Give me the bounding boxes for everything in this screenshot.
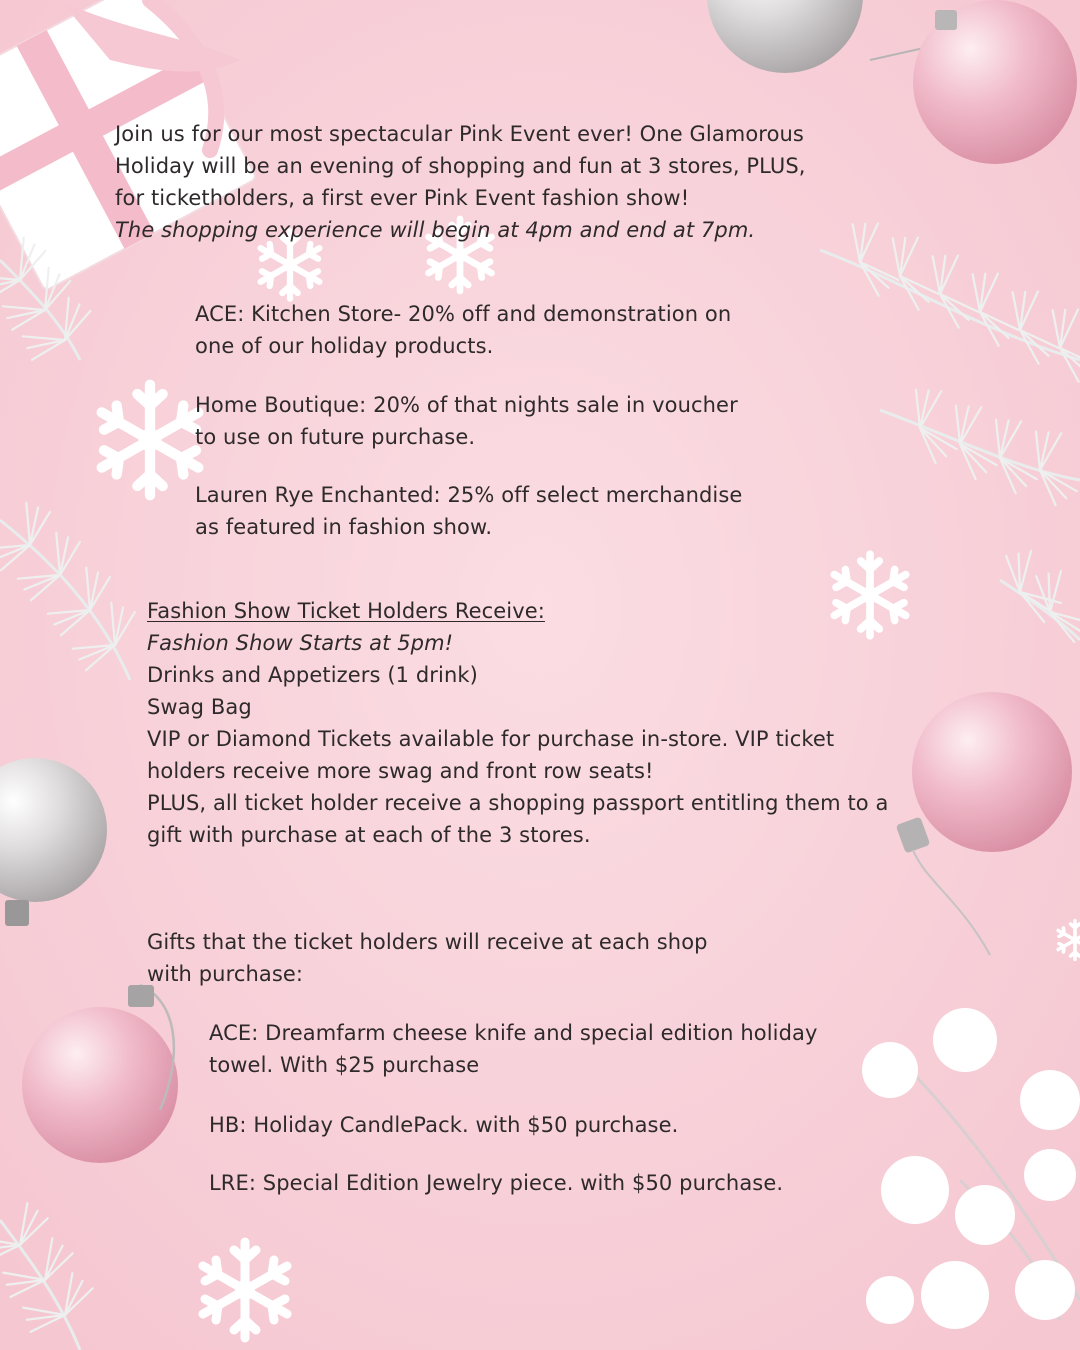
store-offer-line: Lauren Rye Enchanted: 25% off select merchandise bbox=[195, 483, 743, 507]
fashion-show-line: gift with purchase at each of the 3 stores. bbox=[147, 823, 591, 847]
store-offer-line: as featured in fashion show. bbox=[195, 515, 493, 539]
gifts-intro bbox=[147, 926, 708, 990]
fashion-show-line: Drinks and Appetizers (1 drink) bbox=[147, 663, 478, 687]
fashion-show-line: PLUS, all ticket holder receive a shopping passport entitling them to a bbox=[147, 791, 889, 815]
fashion-show-line: VIP or Diamond Tickets available for purchase in-store. VIP ticket bbox=[147, 727, 835, 751]
fashion-show-start-time: Fashion Show Starts at 5pm! bbox=[147, 631, 454, 655]
gift-item-lre bbox=[209, 1167, 783, 1199]
gifts-intro-line: with purchase: bbox=[147, 962, 304, 986]
store-offer-lauren-rye bbox=[195, 479, 742, 543]
store-offer-line: to use on future purchase. bbox=[195, 425, 476, 449]
gifts-intro-line: Gifts that the ticket holders will receive at each shop bbox=[147, 930, 708, 954]
store-offer-ace bbox=[195, 298, 731, 362]
store-offer-line: one of our holiday products. bbox=[195, 334, 494, 358]
intro-section bbox=[115, 118, 806, 246]
gift-item-line: HB: Holiday CandlePack. with $50 purchase. bbox=[209, 1113, 679, 1137]
gift-item-line: towel. With $25 purchase bbox=[209, 1053, 480, 1077]
fashion-show-section bbox=[147, 595, 889, 851]
intro-line-3: for ticketholders, a first ever Pink Event fashion show! bbox=[115, 186, 690, 210]
shopping-hours: The shopping experience will begin at 4pm and end at 7pm. bbox=[115, 218, 756, 242]
store-offer-line: Home Boutique: 20% of that nights sale in voucher bbox=[195, 393, 738, 417]
fashion-show-line: holders receive more swag and front row seats! bbox=[147, 759, 654, 783]
gift-item-ace bbox=[209, 1017, 818, 1081]
fashion-show-line: Swag Bag bbox=[147, 695, 252, 719]
intro-line-1: Join us for our most spectacular Pink Event ever! One Glamorous bbox=[115, 122, 804, 146]
store-offer-line: ACE: Kitchen Store- 20% off and demonstration on bbox=[195, 302, 732, 326]
intro-line-2: Holiday will be an evening of shopping and fun at 3 stores, PLUS, bbox=[115, 154, 806, 178]
fashion-show-heading: Fashion Show Ticket Holders Receive: bbox=[147, 599, 545, 623]
gift-item-line: ACE: Dreamfarm cheese knife and special edition holiday bbox=[209, 1021, 818, 1045]
store-offer-home-boutique bbox=[195, 389, 738, 453]
gift-item-hb bbox=[209, 1109, 678, 1141]
gift-item-line: LRE: Special Edition Jewelry piece. with $50 purchase. bbox=[209, 1171, 784, 1195]
